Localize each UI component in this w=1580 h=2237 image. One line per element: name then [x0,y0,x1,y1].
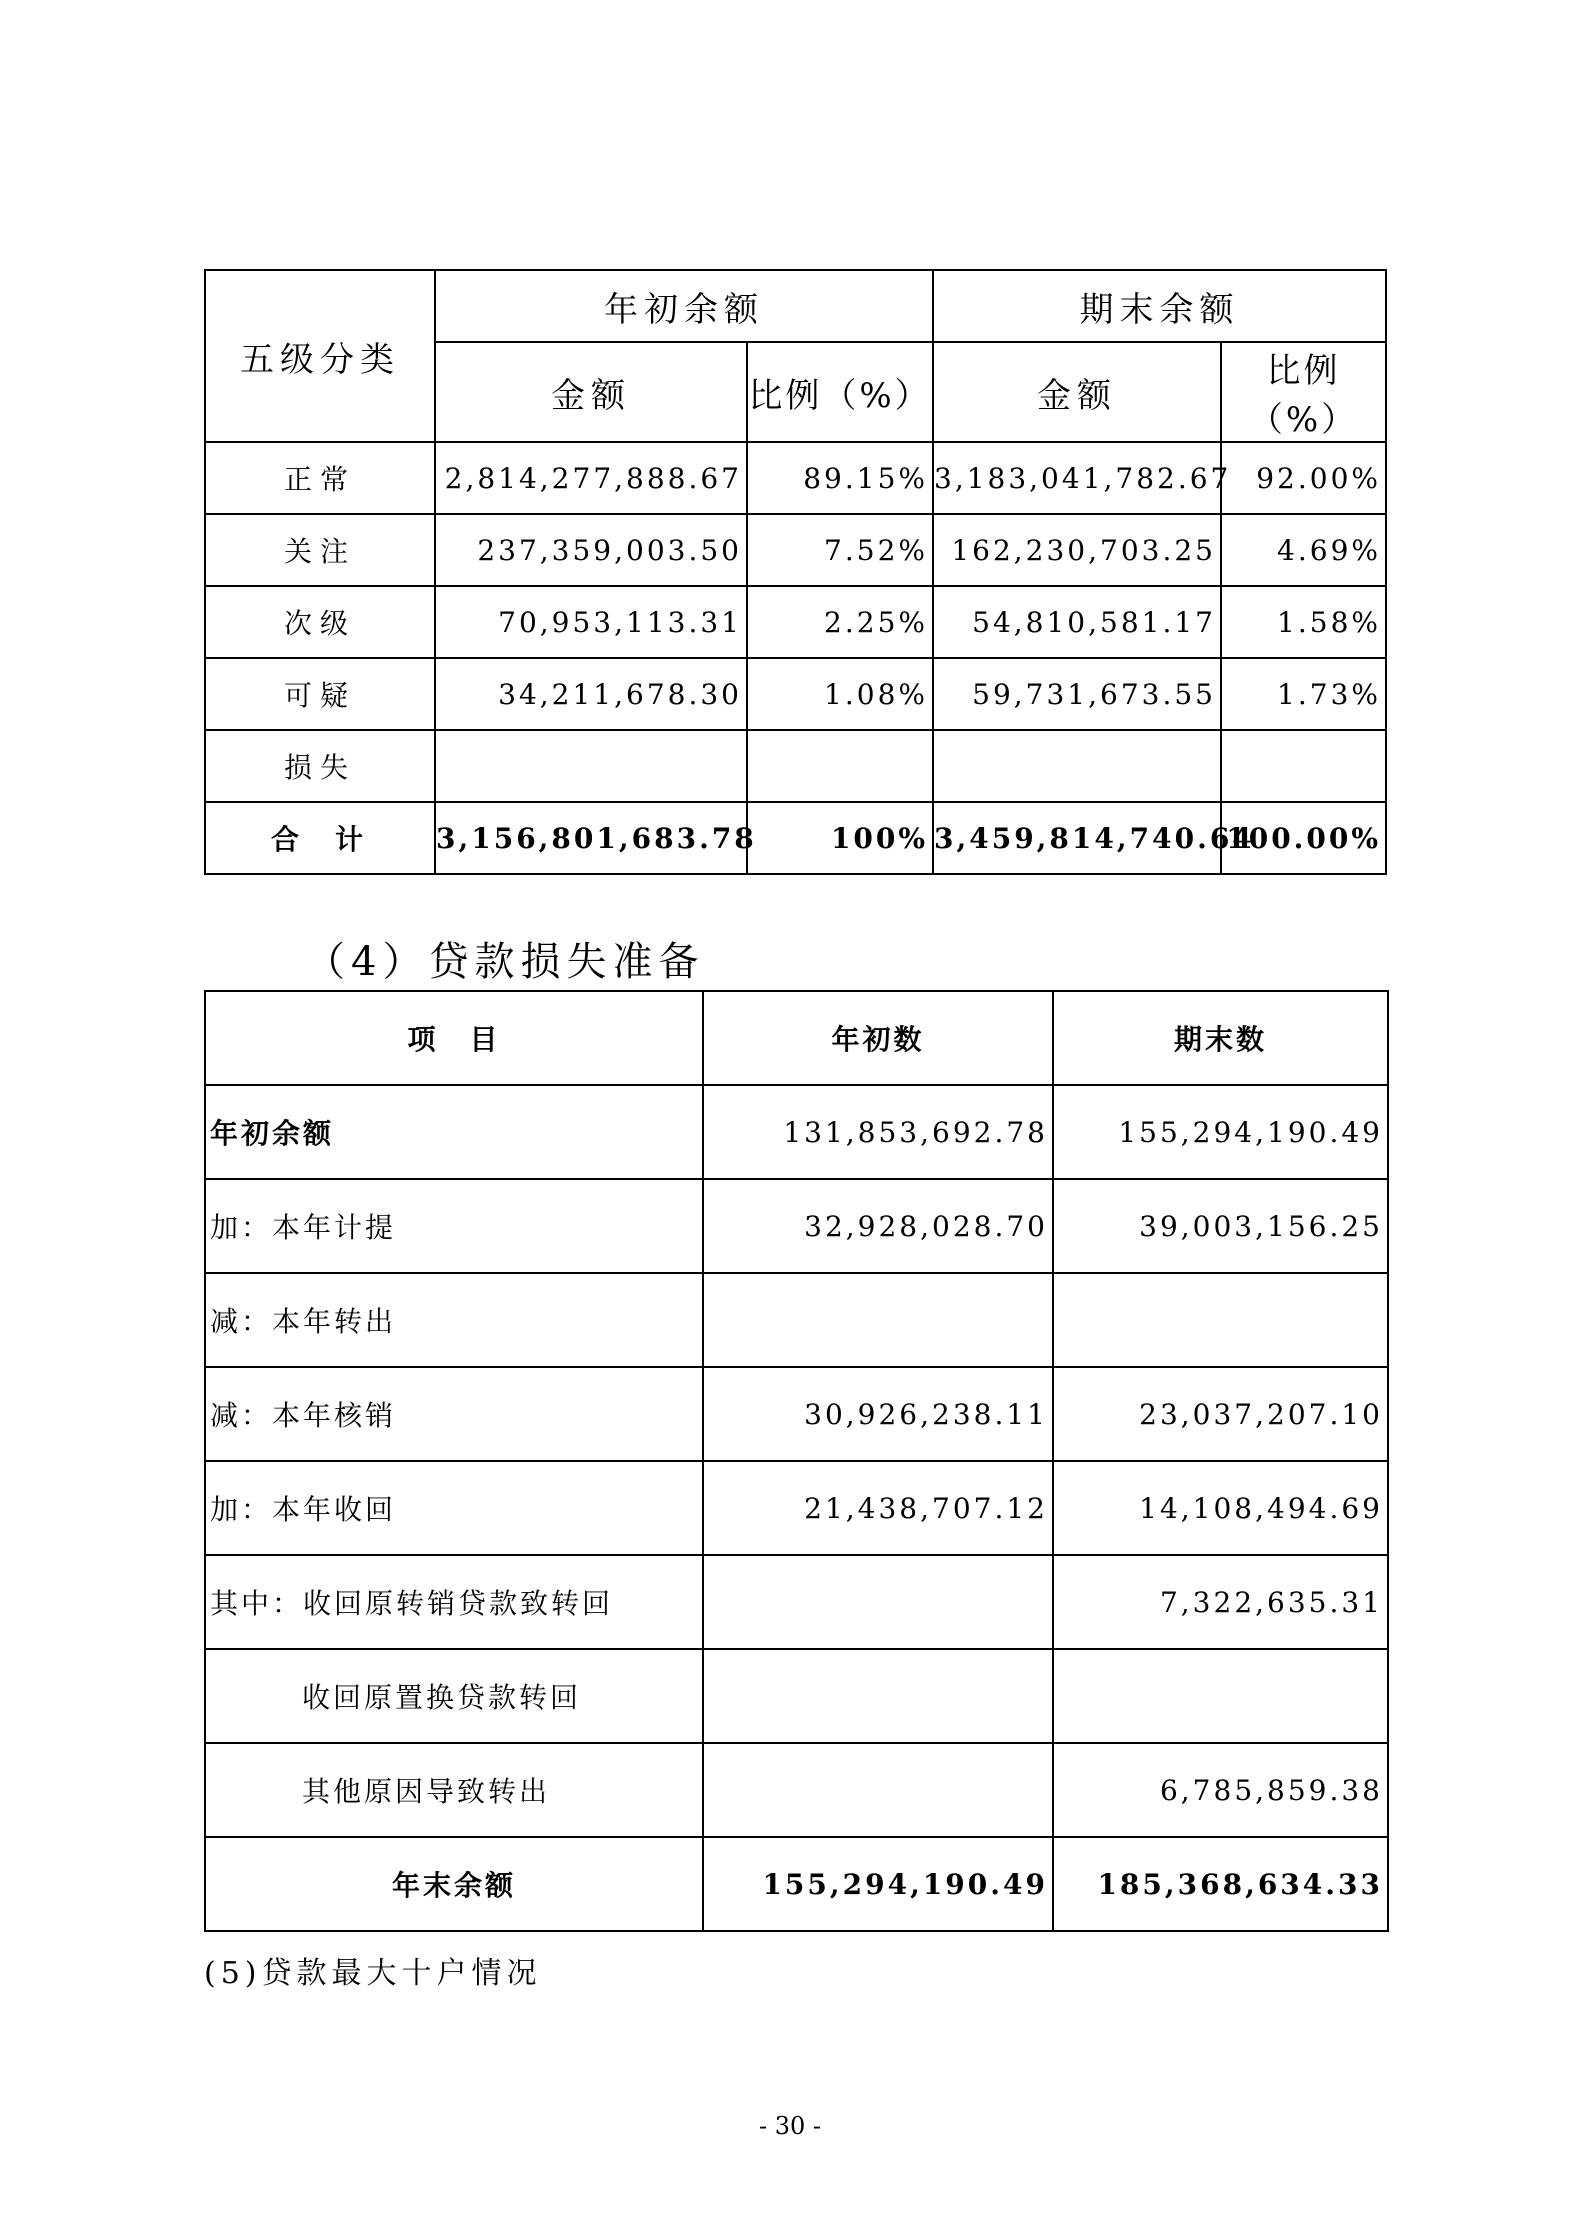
category-cell: 损失 [205,730,435,802]
begin-amount-cell: 34,211,678.30 [435,658,747,730]
end-amount-cell: 54,810,581.17 [933,586,1221,658]
page-number: - 30 - [758,2112,821,2140]
begin-cell [703,1743,1053,1837]
begin-ratio-cell: 7.52% [747,514,933,586]
header-begin-balance: 年初余额 [435,270,933,342]
begin-cell: 131,853,692.78 [703,1085,1053,1179]
table-row [205,586,1386,658]
header-end-amount: 金额 [933,342,1221,442]
begin-cell: 30,926,238.11 [703,1367,1053,1461]
item-cell: 减：本年转出 [205,1273,703,1367]
section-title-loan-loss-provision: （4）贷款损失准备 [305,939,705,985]
end-ratio-cell: 92.00% [1221,442,1386,514]
item-cell: 加：本年计提 [205,1179,703,1273]
begin-amount-cell [435,730,747,802]
total-begin-ratio: 100% [747,802,933,874]
end-cell: 7,322,635.31 [1053,1555,1388,1649]
total-begin-amount: 3,156,801,683.78 [435,802,747,874]
begin-ratio-cell [747,730,933,802]
table-row [205,730,1386,802]
table-row [205,1367,1388,1461]
header-begin-ratio: 比例（%） [747,342,933,442]
end-cell: 14,108,494.69 [1053,1461,1388,1555]
begin-ratio-cell: 89.15% [747,442,933,514]
end-cell [1053,1273,1388,1367]
begin-cell: 21,438,707.12 [703,1461,1053,1555]
header-end: 期末数 [1053,991,1388,1085]
begin-ratio-cell: 1.08% [747,658,933,730]
table-row [205,1649,1388,1743]
section-title-top-ten-borrowers: (5)贷款最大十户情况 [204,1956,542,1991]
total-label: 年末余额 [205,1837,703,1931]
item-cell: 收回原置换贷款转回 [205,1649,703,1743]
end-amount-cell: 162,230,703.25 [933,514,1221,586]
table-row [205,1555,1388,1649]
item-cell: 其他原因导致转出 [205,1743,703,1837]
loan-loss-provision-table [204,990,1389,1932]
total-begin: 155,294,190.49 [703,1837,1053,1931]
end-amount-cell: 59,731,673.55 [933,658,1221,730]
table-row [205,1273,1388,1367]
category-cell: 次级 [205,586,435,658]
begin-cell: 32,928,028.70 [703,1179,1053,1273]
begin-cell [703,1555,1053,1649]
table-header-row [205,991,1388,1085]
table-row [205,658,1386,730]
begin-amount-cell: 70,953,113.31 [435,586,747,658]
total-row [205,1837,1388,1931]
table-row [205,442,1386,514]
total-label: 合计 [205,802,435,874]
category-cell: 关注 [205,514,435,586]
total-row [205,802,1386,874]
end-ratio-cell [1221,730,1386,802]
category-cell: 正常 [205,442,435,514]
category-cell: 可疑 [205,658,435,730]
table-row [205,1085,1388,1179]
end-amount-cell [933,730,1221,802]
end-cell: 155,294,190.49 [1053,1085,1388,1179]
end-cell: 39,003,156.25 [1053,1179,1388,1273]
header-begin: 年初数 [703,991,1053,1085]
item-cell: 其中：收回原转销贷款致转回 [205,1555,703,1649]
total-end-amount: 3,459,814,740.64 [933,802,1221,874]
table-row [205,1179,1388,1273]
header-end-ratio: 比例（%） [1221,342,1386,442]
end-cell: 23,037,207.10 [1053,1367,1388,1461]
end-ratio-cell: 1.73% [1221,658,1386,730]
begin-cell [703,1649,1053,1743]
end-cell [1053,1649,1388,1743]
end-cell: 6,785,859.38 [1053,1743,1388,1837]
table-row [205,1743,1388,1837]
loan-classification-table [204,269,1387,875]
header-begin-amount: 金额 [435,342,747,442]
begin-amount-cell: 2,814,277,888.67 [435,442,747,514]
header-end-balance: 期末余额 [933,270,1386,342]
header-item: 项 目 [205,991,703,1085]
total-end-ratio: 100.00% [1221,802,1386,874]
total-end: 185,368,634.33 [1053,1837,1388,1931]
end-ratio-cell: 1.58% [1221,586,1386,658]
begin-amount-cell: 237,359,003.50 [435,514,747,586]
table-row [205,514,1386,586]
header-category: 五级分类 [205,270,435,442]
end-amount-cell: 3,183,041,782.67 [933,442,1221,514]
item-cell: 加：本年收回 [205,1461,703,1555]
item-cell: 年初余额 [205,1085,703,1179]
table-header-row [205,270,1386,342]
begin-ratio-cell: 2.25% [747,586,933,658]
table-row [205,1461,1388,1555]
begin-cell [703,1273,1053,1367]
end-ratio-cell: 4.69% [1221,514,1386,586]
item-cell: 减：本年核销 [205,1367,703,1461]
